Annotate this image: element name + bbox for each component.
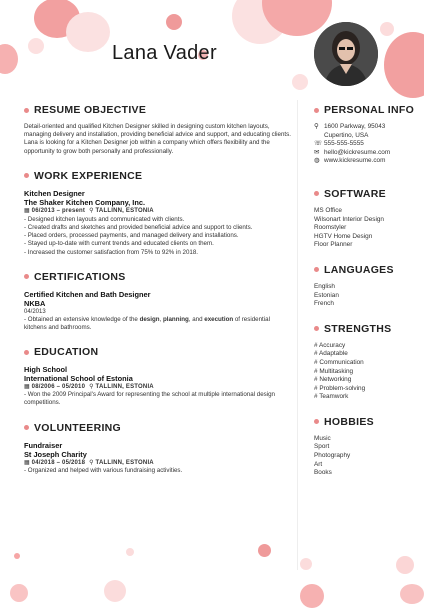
location-pin-icon: ⚲ <box>89 207 94 214</box>
decorative-circle <box>300 584 324 608</box>
list-item: French <box>314 300 334 308</box>
list-item: # Teamwork <box>314 393 349 401</box>
list-item: Photography <box>314 452 351 460</box>
calendar-icon: ▦ <box>24 459 30 466</box>
website-link[interactable]: www.kickresume.com <box>324 157 386 165</box>
languages-title: LANGUAGES <box>324 263 394 276</box>
objective-section <box>24 104 294 156</box>
globe-icon: ◍ <box>314 157 320 165</box>
section-title <box>24 346 294 358</box>
calendar-icon: ▦ <box>24 207 30 214</box>
education-title: EDUCATION <box>34 346 99 359</box>
edu-school: International School of Estonia <box>24 374 133 384</box>
bullet-dot-icon <box>24 173 29 178</box>
objective-title: RESUME OBJECTIVE <box>34 104 147 116</box>
vol-description: - Organized and helped with various fundraising activities. <box>24 466 183 474</box>
list-item: English <box>314 282 335 290</box>
job-dates: 06/2013 – present <box>31 207 86 214</box>
phone-icon: ☏ <box>314 140 322 148</box>
list-item: MS Office <box>314 206 342 214</box>
work-section <box>24 170 294 257</box>
decorative-circle <box>66 12 110 52</box>
education-section <box>24 346 294 407</box>
section-title <box>314 323 418 335</box>
list-item: Floor Planner <box>314 241 353 249</box>
software-list <box>314 207 418 250</box>
certifications-title: CERTIFICATIONS <box>34 270 126 283</box>
strengths-title: STRENGTHS <box>324 322 392 335</box>
volunteering-title: VOLUNTEERING <box>34 421 122 434</box>
certifications-section <box>24 271 294 332</box>
objective-text: Detail-oriented and qualified Kitchen Designer skilled in designing custom kitchen layouts, managing delivery and installation, providing beneficial advice and support, and educating clients. Lana is looking for a Kitchen Designer job within a company which offers flexibility and the opportunity to grow both personally and professionally. <box>24 123 291 155</box>
decorative-circle <box>28 38 44 54</box>
job-location: TALLINN, ESTONIA <box>95 207 154 214</box>
hobbies-title: HOBBIES <box>324 415 374 428</box>
mail-icon: ✉ <box>314 148 320 156</box>
edu-description: - Won the 2009 Principal's Award for representing the school at multiple international design competitions. <box>24 391 276 407</box>
vol-org: St Joseph Charity <box>24 449 87 459</box>
decorative-circle <box>0 44 18 74</box>
list-item: # Problem-solving <box>314 384 366 392</box>
list-item: Sport <box>314 443 330 451</box>
volunteering-section <box>24 422 294 475</box>
cert-org: NKBA <box>24 298 46 308</box>
edu-location: TALLINN, ESTONIA <box>95 384 154 391</box>
candidate-name: Lana Vader <box>112 42 217 64</box>
strengths-section <box>314 323 418 402</box>
software-title: SOFTWARE <box>324 187 386 200</box>
email-link[interactable]: hello@kickresume.com <box>324 148 391 156</box>
list-item: Roomstyler <box>314 224 347 232</box>
bullet-dot-icon <box>24 108 29 113</box>
section-title <box>314 188 418 200</box>
address-line-2: Cupertino, USA <box>324 131 369 139</box>
location-pin-icon: ⚲ <box>314 123 319 130</box>
section-title <box>314 416 418 428</box>
list-item: # Networking <box>314 376 352 384</box>
bullet-dot-icon <box>24 274 29 279</box>
list-item: HGTV Home Design <box>314 232 373 240</box>
edu-meta <box>24 383 294 391</box>
decorative-circle <box>400 584 424 604</box>
job-company: The Shaker Kitchen Company, Inc. <box>24 197 146 207</box>
bullet-dot-icon <box>314 326 319 331</box>
personal-title: PERSONAL INFO <box>324 104 415 116</box>
hobbies-section <box>314 416 418 478</box>
list-item: - Designed kitchen layouts and communicated with clients. <box>24 215 185 223</box>
job-bullets <box>24 216 294 257</box>
decorative-circle <box>300 558 312 570</box>
list-item: # Multitasking <box>314 367 354 375</box>
vol-dates: 04/2018 – 05/2018 <box>31 459 86 466</box>
sidebar-column <box>314 104 418 492</box>
bullet-dot-icon <box>314 191 319 196</box>
list-item: Art <box>314 460 323 468</box>
list-item: - Stayed up-to-date with current trends and educated clients on them. <box>24 240 214 248</box>
list-item: Estonian <box>314 291 339 299</box>
location-pin-icon: ⚲ <box>89 459 94 466</box>
profile-photo <box>314 22 378 86</box>
list-item: Music <box>314 434 331 442</box>
section-title <box>24 170 294 182</box>
section-title <box>24 104 294 116</box>
address-line-1: 1600 Parkway, 95043 <box>324 123 386 130</box>
decorative-circle <box>126 548 134 556</box>
bullet-dot-icon <box>314 108 319 113</box>
list-item: - Placed orders, processed payments, and managed delivery and installations. <box>24 232 239 240</box>
edu-degree: High School <box>24 365 68 375</box>
job-meta <box>24 207 294 215</box>
edu-dates: 08/2006 – 05/2010 <box>31 384 86 391</box>
cert-date: 04/2013 <box>24 308 46 315</box>
portrait-icon <box>314 22 378 86</box>
list-item: - Created drafts and sketches and provided beneficial advice and support to clients. <box>24 224 253 232</box>
bullet-dot-icon <box>314 267 319 272</box>
calendar-icon: ▦ <box>24 384 30 391</box>
contact-phone <box>314 140 418 149</box>
decorative-circle <box>104 580 126 602</box>
decorative-circle <box>396 556 414 574</box>
column-divider <box>297 100 298 570</box>
decorative-circle <box>14 553 20 559</box>
strengths-list <box>314 342 418 402</box>
section-title <box>24 422 294 434</box>
vol-role: Fundraiser <box>24 440 63 450</box>
phone-text: 555-555-5555 <box>324 140 364 148</box>
job-role: Kitchen Designer <box>24 188 85 198</box>
list-item: - Increased the customer satisfaction from 75% to 92% in 2018. <box>24 248 199 256</box>
decorative-circle <box>166 14 182 30</box>
bullet-dot-icon <box>24 350 29 355</box>
vol-meta <box>24 459 294 467</box>
main-column <box>24 104 294 489</box>
contact-list <box>314 123 418 166</box>
list-item: Wilsonart Interior Design <box>314 215 384 223</box>
section-title <box>24 271 294 283</box>
section-title <box>314 104 418 116</box>
location-pin-icon: ⚲ <box>89 384 94 391</box>
contact-email[interactable] <box>314 149 418 158</box>
list-item: # Accuracy <box>314 341 346 349</box>
contact-address <box>314 123 418 140</box>
vol-location: TALLINN, ESTONIA <box>95 459 154 466</box>
list-item: # Adaptable <box>314 350 348 358</box>
cert-name: Certified Kitchen and Bath Designer <box>24 289 151 299</box>
work-title: WORK EXPERIENCE <box>34 169 143 182</box>
decorative-circle <box>10 584 28 602</box>
software-section <box>314 188 418 250</box>
decorative-circle <box>292 74 308 90</box>
section-title <box>314 264 418 276</box>
list-item: # Communication <box>314 358 364 366</box>
hobbies-list <box>314 435 418 478</box>
personal-section <box>314 104 418 166</box>
bullet-dot-icon <box>24 425 29 430</box>
decorative-circle <box>380 22 394 36</box>
bullet-dot-icon <box>314 419 319 424</box>
decorative-circle <box>258 544 271 557</box>
contact-web[interactable] <box>314 157 418 166</box>
languages-section <box>314 264 418 309</box>
decorative-circle <box>384 32 424 98</box>
cert-description: - Obtained an extensive knowledge of the design, planning, and execution of residential kitchens and bathrooms. <box>24 315 270 332</box>
list-item: Books <box>314 469 332 477</box>
languages-list <box>314 283 418 309</box>
